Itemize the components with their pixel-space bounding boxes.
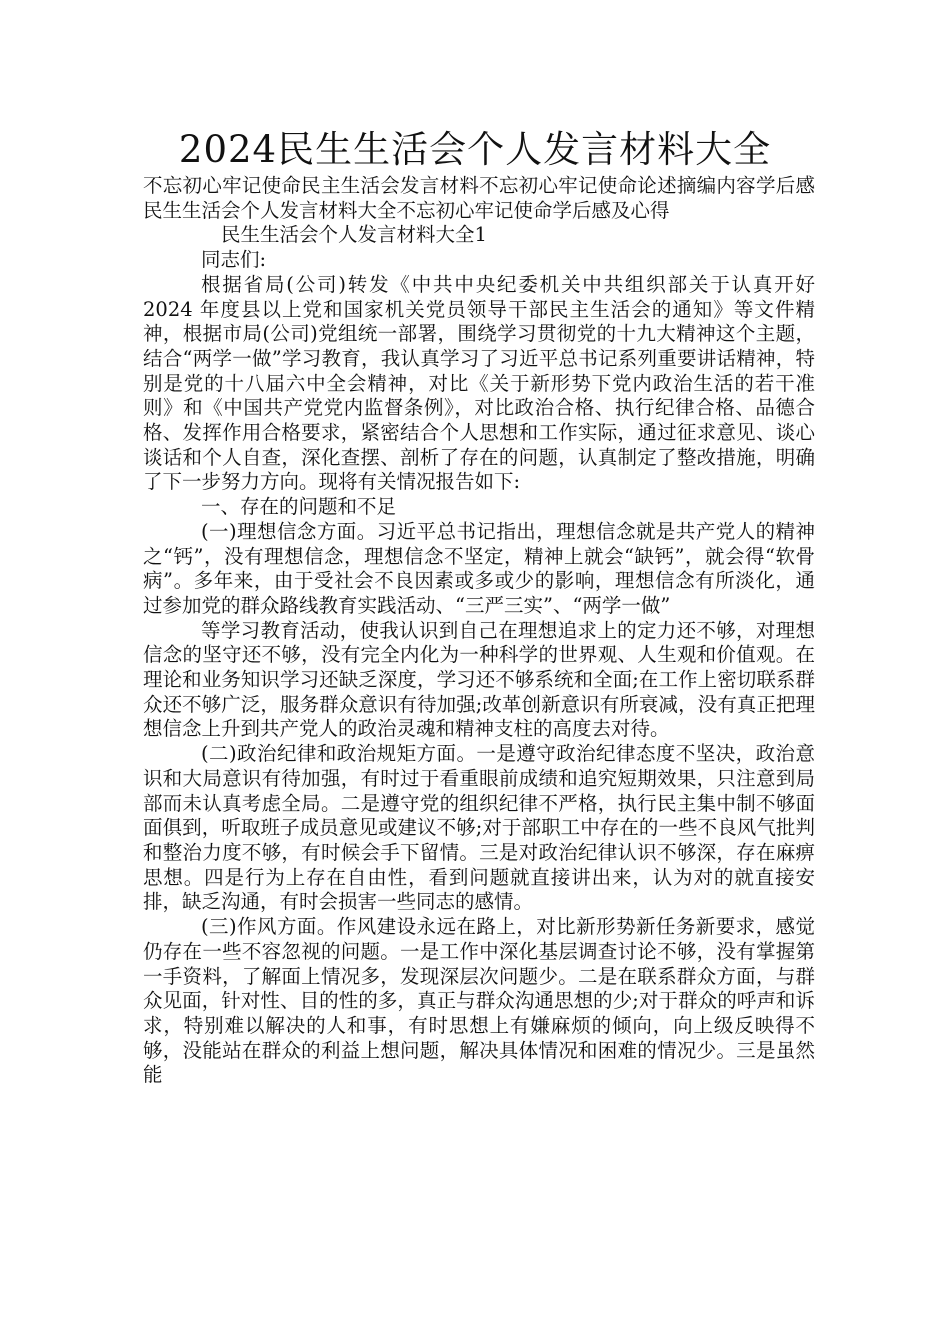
subsection-heading: 一、存在的问题和不足 [201, 495, 397, 519]
body-paragraph: (一)理想信念方面。习近平总书记指出，理想信念就是共产党人的精神之“钙”，没有理想信念，理想信念不坚定，精神上就会“缺钙”，就会得“软骨病”。多年来，由于受社会不良因素或多或少的影响，理想信念有所淡化，通过参加党的群众路线教育实践活动、“三严三实”、“两学一做” [143, 519, 815, 617]
body-paragraph: 等学习教育活动，使我认识到自己在理想追求上的定力还不够，对理想信念的坚守还不够，没有完全内化为一种科学的世界观、人生观和价值观。在理论和业务知识学习还缺乏深度，学习还不够系统和全面;在工作上密切联系群众还不够广泛，服务群众意识有待加强;改革创新意识有所衰减，没有真正把理想信念上升到共产党人的政治灵魂和精神支柱的高度去对待。 [143, 618, 815, 741]
document-body [143, 174, 815, 1088]
intro-paragraph: 不忘初心牢记使命民主生活会发言材料不忘初心牢记使命论述摘编内容学后感民生生活会个人发言材料大全不忘初心牢记使命学后感及心得 [143, 174, 815, 222]
section-heading: 民生生活会个人发言材料大全1 [221, 223, 487, 247]
body-paragraph: (二)政治纪律和政治规矩方面。一是遵守政治纪律态度不坚决，政治意识和大局意识有待加强，有时过于看重眼前成绩和追究短期效果，只注意到局部而未认真考虑全局。二是遵守党的组织纪律不严格，执行民主集中制不够面面俱到，听取班子成员意见或建议不够;对于部职工中存在的一些不良风气批判和整治力度不够，有时候会手下留情。三是对政治纪律认识不够深，存在麻痹思想。四是行为上存在自由性，看到问题就直接讲出来，认为对的就直接安排，缺乏沟通，有时会损害一些同志的感情。 [143, 742, 815, 914]
body-paragraph: (三)作风方面。作风建设永远在路上，对比新形势新任务新要求，感觉仍存在一些不容忽视的问题。一是工作中深化基层调查讨论不够，没有掌握第一手资料，了解面上情况多，发现深层次问题少。二是在联系群众方面，与群众见面，针对性、目的性的多，真正与群众沟通思想的少;对于群众的呼声和诉求，特别难以解决的人和事，有时思想上有嫌麻烦的倾向，向上级反映得不够，没能站在群众的利益上想问题，解决具体情况和困难的情况少。三是虽然能 [143, 915, 815, 1087]
greeting: 同志们: [201, 248, 267, 272]
body-paragraph: 根据省局(公司)转发《中共中央纪委机关中共组织部关于认真开好 2024 年度县以上党和国家机关党员领导干部民主生活会的通知》等文件精神，根据市局(公司)党组统一部署，围绕学习贯彻党的十九大精神这个主题，结合“两学一做”学习教育，我认真学习了习近平总书记系列重要讲话精神，特别是党的十八届六中全会精神，对比《关于新形势下党内政治生活的若干准则》和《中国共产党党内监督条例》，对比政治合格、执行纪律合格、品德合格、发挥作用合格要求，紧密结合个人思想和工作实际，通过征求意见、谈心谈话和个人自查，深化查摆、剖析了存在的问题，认真制定了整改措施，明确了下一步努力方向。现将有关情况报告如下: [143, 272, 815, 494]
document-title: 2024民生生活会个人发言材料大全 [178, 128, 772, 171]
